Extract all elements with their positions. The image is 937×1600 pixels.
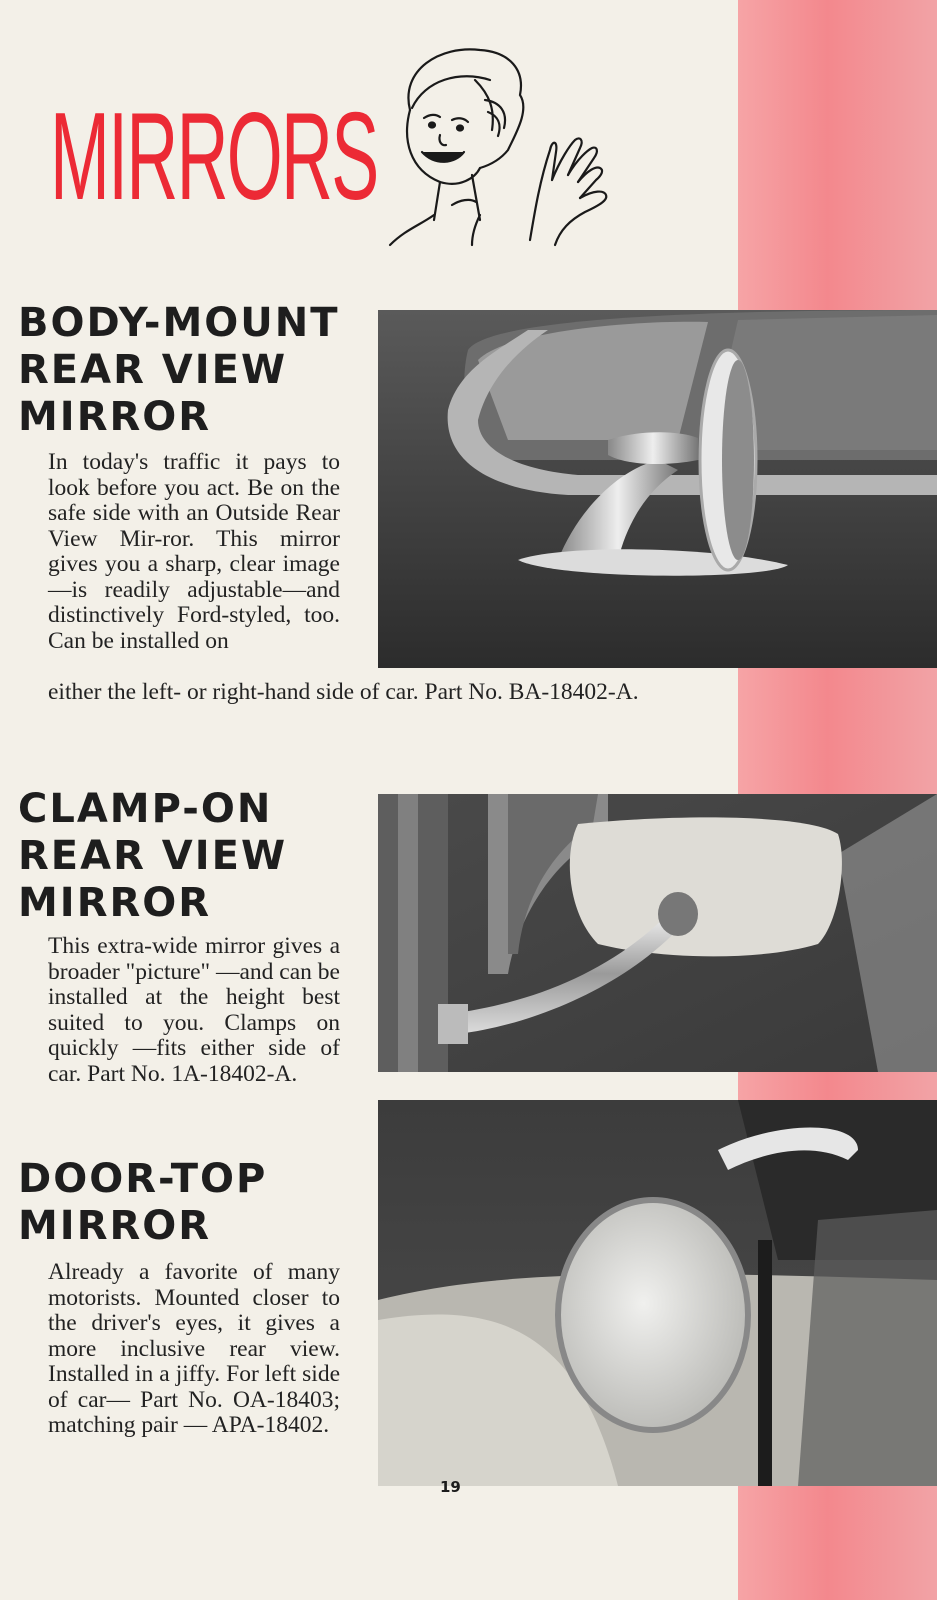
section-text-door-top: Already a favorite of many motorists. Mounted closer to the driver's eyes, it gives a more inclusive rear view. Installed in a jiffy. For left side of car— Part No. OA-18403; matching pair — APA-18402. [48,1259,340,1438]
section-heading-door-top: DOOR-TOP MIRROR [18,1156,268,1249]
door-top-mirror-image [378,1100,937,1486]
section-heading-clamp-on: CLAMP-ON REAR VIEW MIRROR [18,786,288,926]
section-text-body-mount: In today's traffic it pays to look before you act. Be on the safe side with an Outside Rear View Mir-ror. This mirror gives you a sharp, clear image—is readily adjustable—and distinctively Ford-styled, too. Can be installed on [48,449,340,654]
door-top-mirror-photo [378,1100,937,1486]
section-text-clamp-on: This extra-wide mirror gives a broader "picture" —and can be installed at the height best suited to you. Clamps on quickly —fits either side of car. Part No. 1A-18402-A. [48,933,340,1087]
section-text-body-mount-cont: either the left- or right-hand side of car. Part No. BA-18402-A. [48,679,639,705]
body-mount-mirror-photo [378,310,937,668]
clamp-on-mirror-photo [378,794,937,1072]
page-number: 19 [440,1478,461,1496]
body-mount-mirror-image [378,310,937,668]
waving-woman-illustration [380,40,640,250]
clamp-on-mirror-image [378,794,937,1072]
section-heading-body-mount: BODY-MOUNT REAR VIEW MIRROR [18,300,340,440]
page-title: MIRRORS [50,88,378,226]
